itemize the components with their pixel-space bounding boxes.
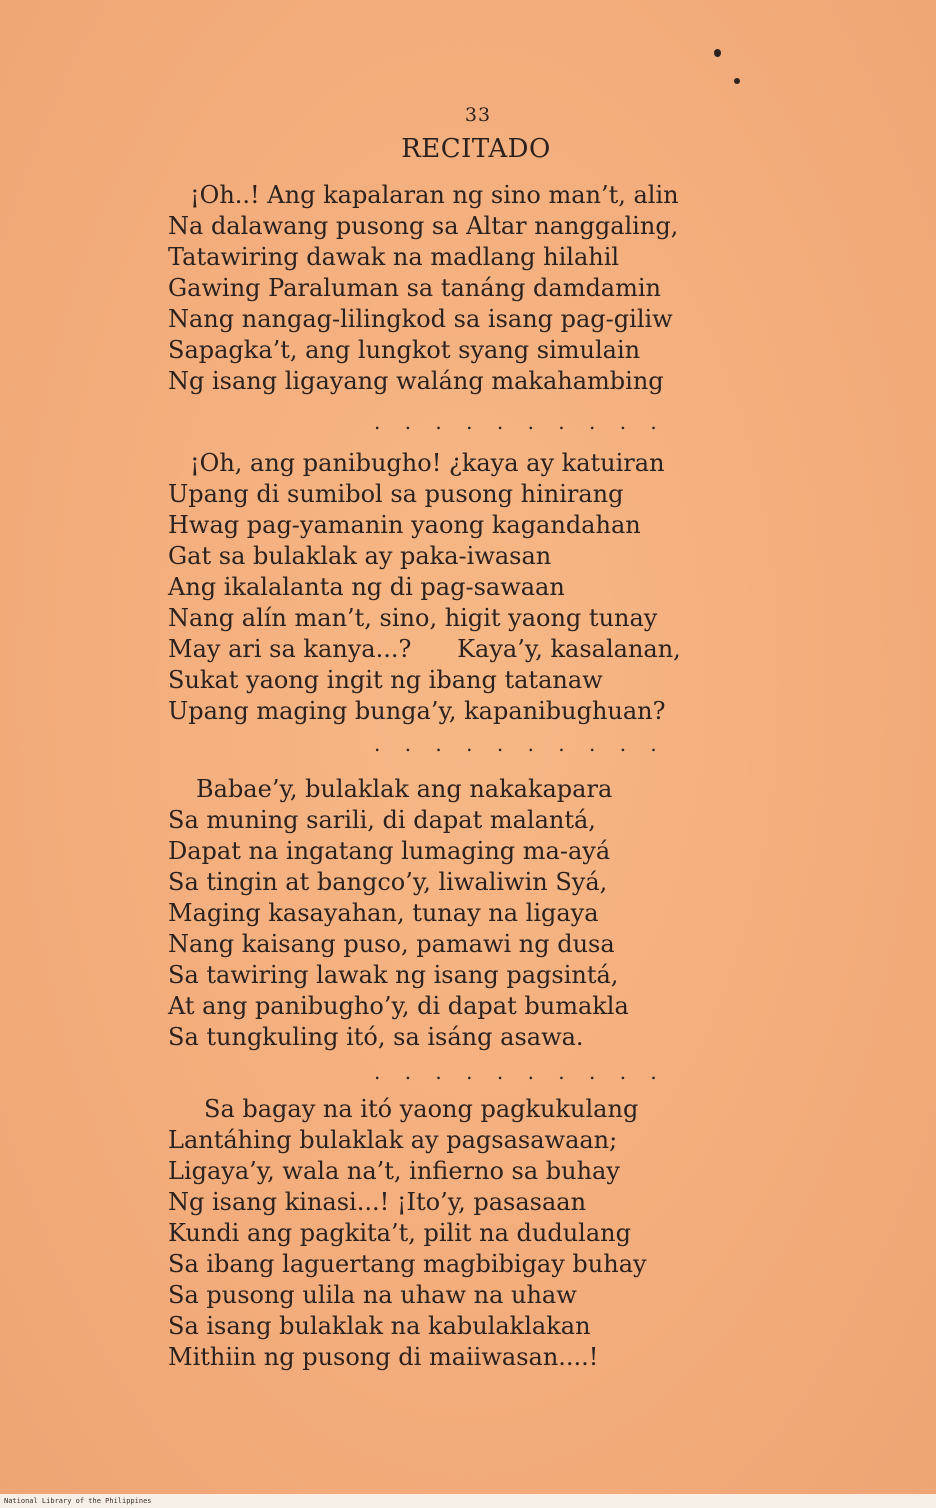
stanza-separator: . . . . . . . . . . <box>374 1060 666 1084</box>
verse-line: Nang alín man’t, sino, higit yaong tunay <box>168 604 658 632</box>
verse-line: ¡Oh..! Ang kapalaran ng sino man’t, alin <box>190 181 679 209</box>
verse-line: Ng isang kinasi...! ¡Ito’y, pasasaan <box>168 1188 587 1216</box>
verse-line: Sukat yaong ingit ng ibang tatanaw <box>168 666 603 694</box>
verse-line: Ligaya’y, wala na’t, infierno sa buhay <box>168 1157 620 1185</box>
verse-line: Dapat na ingatang lumaging ma-ayá <box>168 837 611 865</box>
verse-line: Upang maging bunga’y, kapanibughuan? <box>168 697 666 725</box>
verse-line: Gat sa bulaklak ay paka-iwasan <box>168 542 552 570</box>
verse-line: Ang ikalalanta ng di pag-sawaan <box>168 573 565 601</box>
stanza-1 <box>168 180 808 397</box>
verse-line: Kundi ang pagkita’t, pilit na dudulang <box>168 1219 631 1247</box>
verse-line: May ari sa kanya...? Kaya’y, kasalanan, <box>168 635 681 663</box>
verse-line: Sa tungkuling itó, sa isáng asawa. <box>168 1023 584 1051</box>
verse-line: Sa tawiring lawak ng isang pagsintá, <box>168 961 619 989</box>
verse-line: Sapagka’t, ang lungkot syang simulain <box>168 336 641 364</box>
verse-line: Sa isang bulaklak na kabulaklakan <box>168 1312 591 1340</box>
verse-line: Sa ibang laguertang magbibigay buhay <box>168 1250 647 1278</box>
verse-line: Gawing Paraluman sa tanáng damdamin <box>168 274 662 302</box>
verse-line: Sa bagay na itó yaong pagkukulang <box>204 1095 639 1123</box>
page-number: 33 <box>464 104 492 126</box>
stanza-4 <box>168 1094 808 1373</box>
verse-line: Sa pusong ulila na uhaw na uhaw <box>168 1281 577 1309</box>
verse-line: Na dalawang pusong sa Altar nanggaling, <box>168 212 679 240</box>
verse-line: Nang nangag-lilingkod sa isang pag-giliw <box>168 305 673 333</box>
verse-line: Babae’y, bulaklak ang nakakapara <box>196 775 613 803</box>
verse-line: Lantáhing bulaklak ay pagsasawaan; <box>168 1126 618 1154</box>
page-title: RECITADO <box>401 134 551 164</box>
verse-line: ¡Oh, ang panibugho! ¿kaya ay katuiran <box>190 449 665 477</box>
verse-line: Mithiin ng pusong di maiiwasan....! <box>168 1343 599 1371</box>
ink-speck <box>734 78 740 84</box>
verse-line: Tatawiring dawak na madlang hilahil <box>168 243 620 271</box>
ink-speck <box>714 49 721 57</box>
stanza-separator: . . . . . . . . . . <box>374 732 666 756</box>
verse-line: At ang panibugho’y, di dapat bumakla <box>168 992 629 1020</box>
verse-line: Maging kasayahan, tunay na ligaya <box>168 899 599 927</box>
stanza-2 <box>168 448 808 727</box>
verse-line: Upang di sumibol sa pusong hinirang <box>168 480 624 508</box>
verse-line: Nang kaisang puso, pamawi ng dusa <box>168 930 615 958</box>
verse-line: Hwag pag-yamanin yaong kagandahan <box>168 511 641 539</box>
stanza-separator: . . . . . . . . . . <box>374 410 666 434</box>
verse-line: Sa tingin at bangco’y, liwaliwin Syá, <box>168 868 608 896</box>
verse-line: Sa muning sarili, di dapat malantá, <box>168 806 596 834</box>
verse-line: Ng isang ligayang waláng makahambing <box>168 367 664 395</box>
library-credit: National Library of the Philippines <box>4 1497 152 1505</box>
stanza-3 <box>168 774 808 1053</box>
